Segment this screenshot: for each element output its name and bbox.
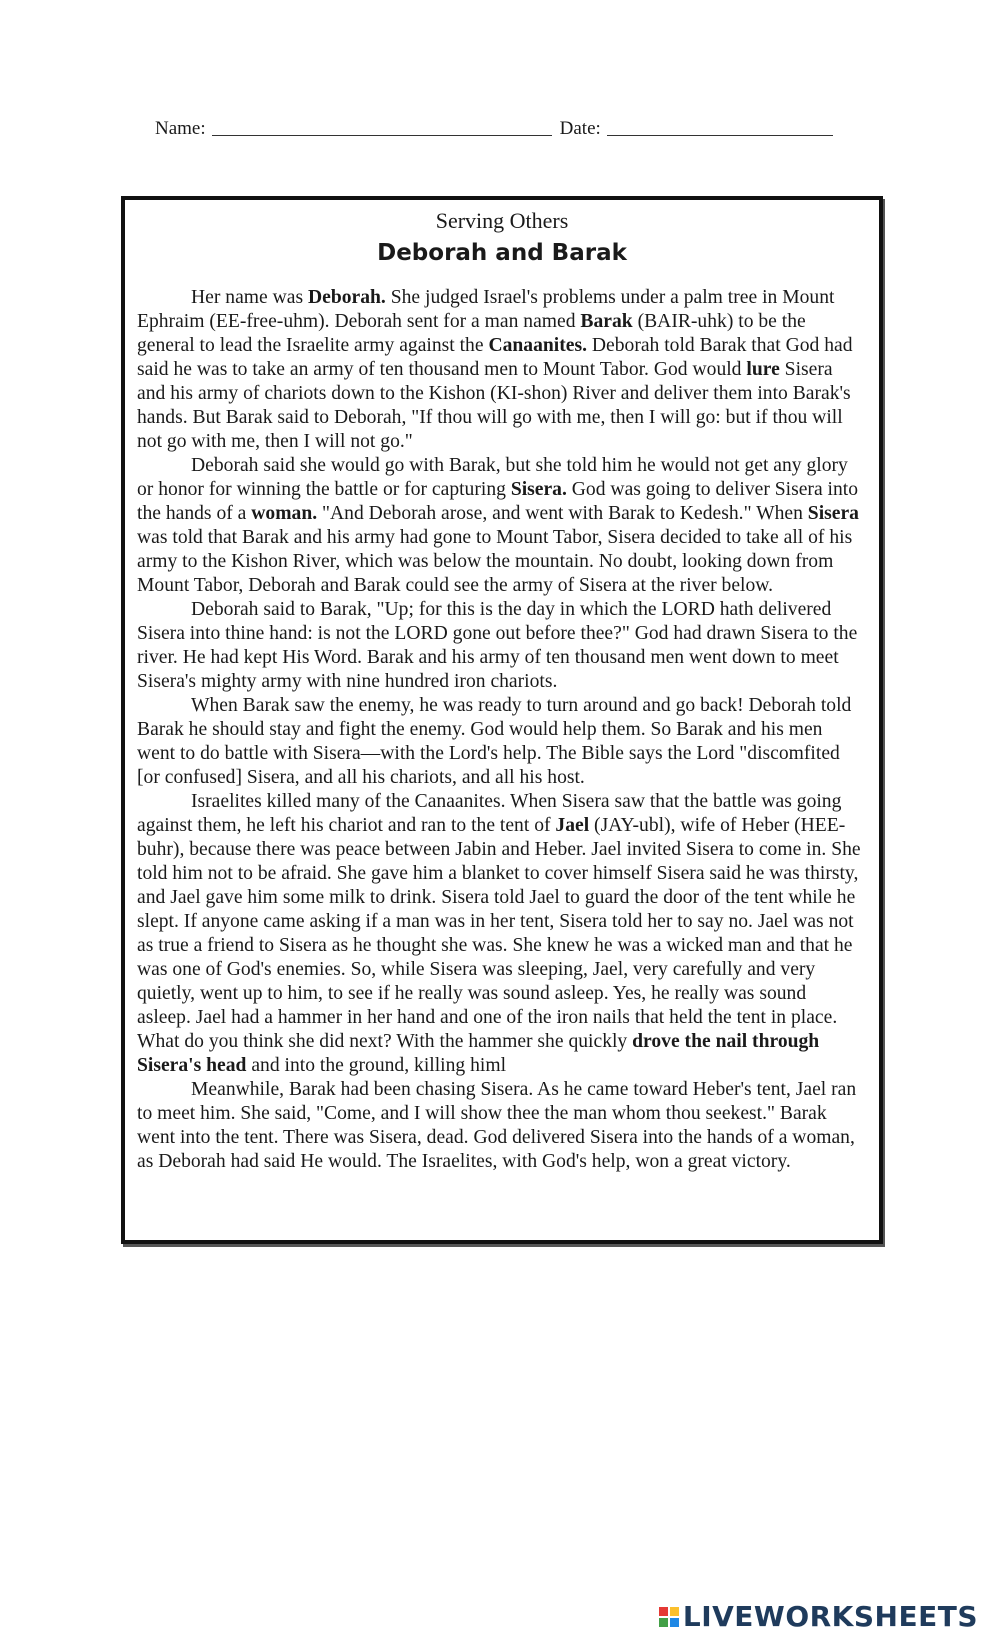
bold-term: Jael (555, 815, 590, 836)
bold-term: Barak (580, 311, 633, 332)
bold-term: woman. (251, 503, 318, 524)
story-paragraph (137, 454, 861, 598)
text-run: Sisera and his army of chariots down to the Kishon (KI-shon) River and deliver them into Barak's hands. But Barak said to Deborah, "If thou will go with me, then I will go: but if thou will not go with me, then I will not go." (137, 359, 851, 452)
text-run: Deborah told Barak that God had said he was to take an army of ten thousand men to Mount Tabor. God would (137, 335, 853, 380)
text-run: Meanwhile, Barak had been chasing Sisera. As he came toward Heber's tent, Jael ran to meet him. She said, "Come, and I will show thee the man whom thou seekest." Barak went into the tent. There was Sisera, dead. God delivered Sisera into the hands of a woman, as Deborah had said He would. The Israelites, with God's help, won a great victory. (137, 1079, 857, 1172)
text-run: She judged Israel's problems under a palm tree in Mount Ephraim (EE-free-uhm). Deborah sent for a man named (137, 287, 835, 332)
story-paragraph (137, 286, 861, 454)
worksheet-frame (121, 196, 883, 1244)
story-paragraph (137, 598, 861, 694)
text-run: Deborah said she would go with Barak, but she told him he would not get any glory or honor for winning the battle or for capturing (137, 455, 848, 500)
text-run: (JAY-ubl), wife of Heber (HEE-buhr), because there was peace between Jabin and Heber. Jael invited Sisera to come in. She told him not to be afraid. She gave him a blanket to cover himself Sisera said he was thirsty, and Jael gave him some milk to drink. Sisera told Jael to guard the door of the tent while he slept. If anyone came asking if a man was in her tent, Sisera told her to say no. Jael was not as true a friend to Sisera as he thought she was. She knew he was a wicked man and that he was one of God's enemies. So, while Sisera was sleeping, Jael, very carefully and very quietly, went up to him, to see if he really was sound asleep. Yes, he really was sound asleep. Jael had a hammer in her hand and one of the iron nails that held the tent in place. What do you think she did next? With the hammer she quickly (137, 815, 861, 1052)
story-paragraph (137, 790, 861, 1078)
story-text (137, 286, 861, 1174)
name-label: Name: (155, 118, 206, 139)
brand-icon-square (670, 1618, 679, 1627)
bold-term: Sisera. (510, 479, 567, 500)
text-run: Deborah said to Barak, "Up; for this is the day in which the LORD hath delivered Sisera into thine hand: is not the LORD gone out before thee?" God had drawn Sisera to the river. He had kept His Word. Barak and his army of ten thousand men went down to meet Sisera's mighty army with nine hundred iron chariots. (137, 599, 858, 692)
liveworksheets-logo (659, 1600, 978, 1633)
text-run: Israelites killed many of the Canaanites. When Sisera saw that the battle was going against them, he left his chariot and ran to the tent of (137, 791, 842, 836)
bold-term: drove the nail through Sisera's head (137, 1031, 820, 1076)
brand-icon-square (659, 1618, 668, 1627)
brand-text: LIVEWORKSHEETS (682, 1600, 978, 1633)
text-run: and into the ground, killing himl (246, 1055, 507, 1076)
bold-term: Canaanites. (488, 335, 587, 356)
text-run: (BAIR-uhk) to be the general to lead the Israelite army against the (137, 311, 806, 356)
text-run: Her name was (191, 287, 308, 308)
brand-icon-square (659, 1607, 668, 1616)
story-paragraph (137, 694, 861, 790)
text-run: was told that Barak and his army had gone to Mount Tabor, Sisera decided to take all of his army to the Kishon River, which was below the mountain. No doubt, looking down from Mount Tabor, Deborah and Barak could see the army of Sisera at the river below. (137, 527, 853, 596)
date-label: Date: (559, 118, 601, 139)
date-field[interactable] (607, 117, 833, 136)
bold-term: Deborah. (307, 287, 386, 308)
name-field[interactable] (212, 117, 552, 136)
brand-icon (659, 1607, 679, 1627)
brand-icon-square (670, 1607, 679, 1616)
story-title: Deborah and Barak (377, 240, 627, 266)
subtitle: Serving Others (435, 208, 569, 233)
bold-term: Sisera (807, 503, 859, 524)
header-line (155, 112, 845, 140)
bold-term: lure (746, 359, 780, 380)
text-run: When Barak saw the enemy, he was ready to turn around and go back! Deborah told Barak he should stay and fight the enemy. God would help them. So Barak and his men went to do battle with Sisera—with the Lord's help. The Bible says the Lord "discomfited [or confused] Sisera, and all his chariots, and all his host. (137, 695, 852, 788)
story-paragraph (137, 1078, 861, 1174)
text-run: "And Deborah arose, and went with Barak to Kedesh." When (317, 503, 808, 524)
text-run: God was going to deliver Sisera into the hands of a (137, 479, 859, 524)
